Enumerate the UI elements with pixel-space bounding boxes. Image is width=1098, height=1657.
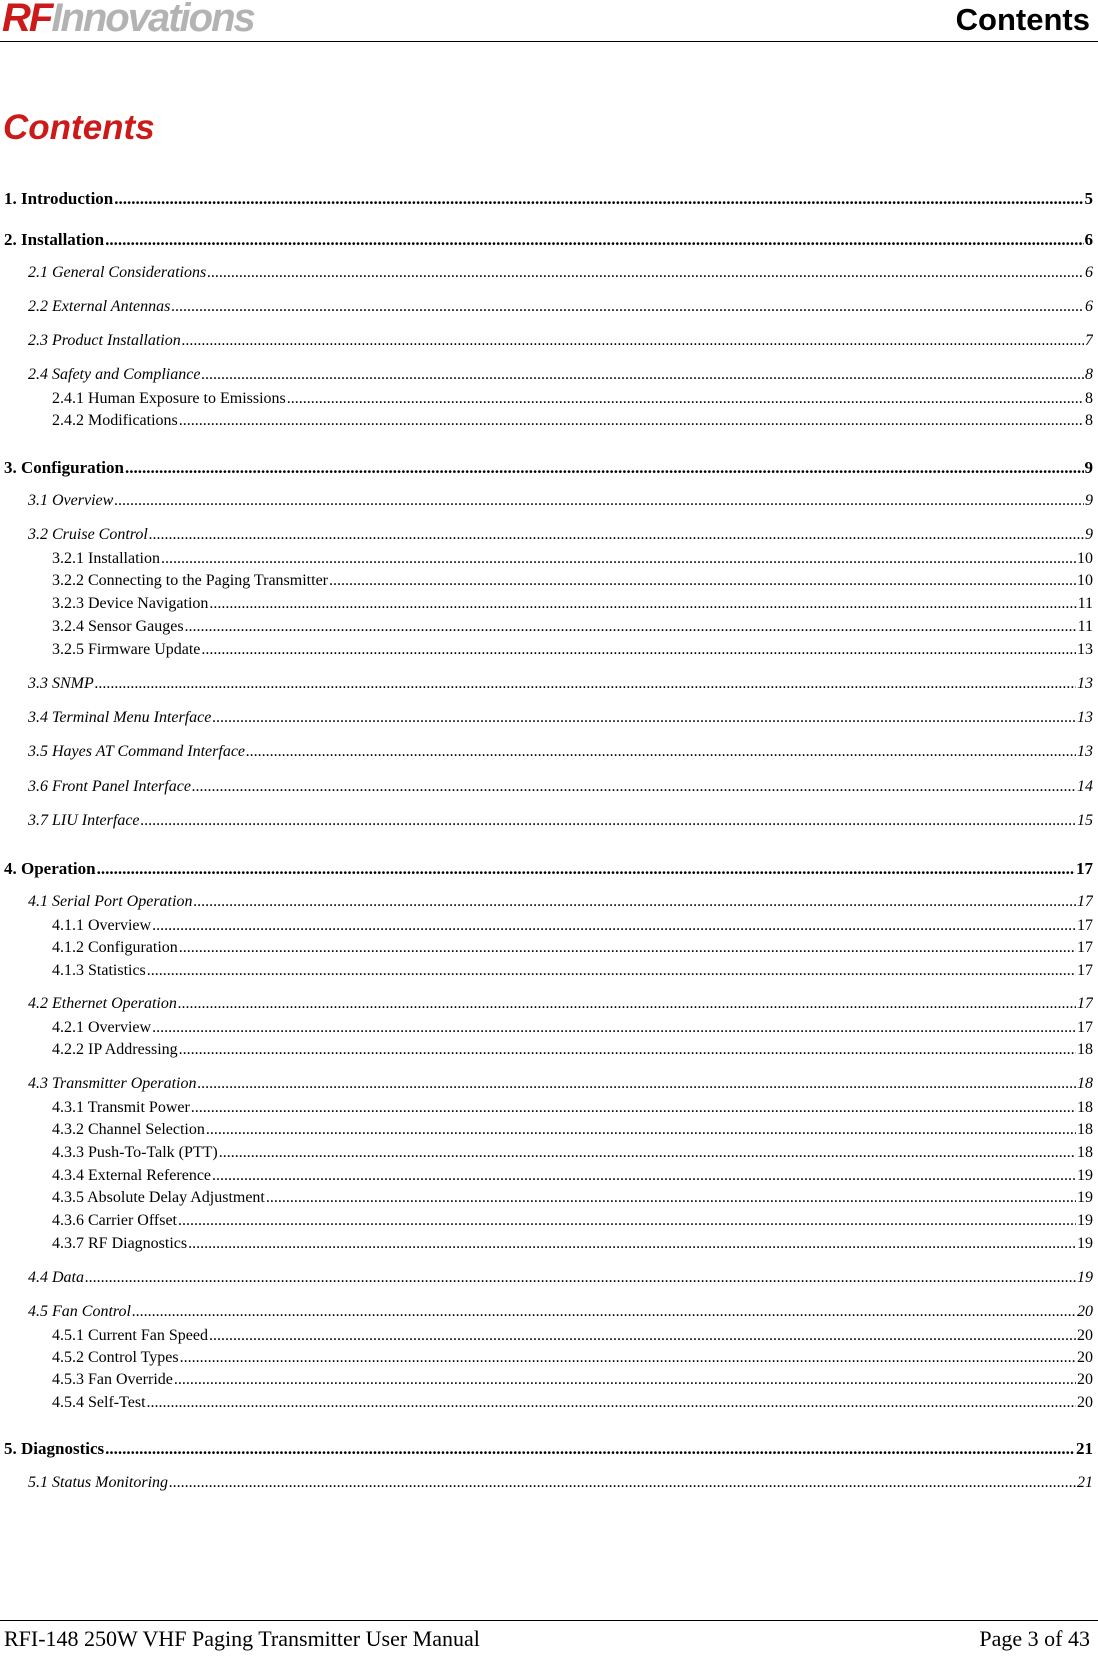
toc-entry-title: 2.2 External Antennas	[28, 298, 171, 315]
toc-entry-title: 2. Installation	[4, 230, 105, 249]
toc-entry[interactable]	[28, 891, 1093, 913]
toc-entry-title: 4.1.2 Configuration	[52, 939, 178, 956]
toc-dot-leader	[161, 548, 1076, 570]
toc-entry-page: 15	[1077, 812, 1093, 829]
toc-entry[interactable]	[4, 229, 1093, 251]
toc-entry-title: 2.4.1 Human Exposure to Emissions	[52, 390, 286, 407]
toc-dot-leader	[105, 229, 1083, 251]
toc-entry-title: 3.2.3 Device Navigation	[52, 595, 209, 612]
toc-dot-leader	[206, 1119, 1076, 1141]
toc-entry[interactable]	[52, 1392, 1093, 1414]
toc-entry-title: 2.3 Product Installation	[28, 332, 181, 349]
toc-entry-title: 3.2.1 Installation	[52, 550, 160, 567]
toc-dot-leader	[191, 1097, 1076, 1119]
toc-entry-page: 18	[1077, 1121, 1093, 1138]
logo-innovations-text: Innovations	[51, 0, 254, 40]
toc-entry-page: 19	[1077, 1167, 1093, 1184]
toc-dot-leader	[201, 364, 1084, 386]
toc-entry[interactable]	[28, 776, 1093, 798]
toc-entry-title: 4.1.1 Overview	[52, 917, 152, 934]
toc-entry-page: 11	[1077, 618, 1093, 635]
footer-divider	[0, 1620, 1098, 1621]
toc-entry-page: 17	[1077, 995, 1093, 1012]
toc-entry[interactable]	[52, 1369, 1093, 1391]
toc-entry-title: 4.5 Fan Control	[28, 1303, 131, 1320]
toc-dot-leader	[182, 330, 1084, 352]
toc-dot-leader	[132, 1301, 1076, 1323]
toc-entry-title: 4.5.1 Current Fan Speed	[52, 1327, 208, 1344]
toc-entry[interactable]	[52, 1142, 1093, 1164]
toc-entry[interactable]	[28, 330, 1093, 352]
toc-dot-leader	[114, 188, 1083, 210]
toc-entry-title: 2.1 General Considerations	[28, 264, 207, 281]
toc-entry-page: 17	[1077, 917, 1093, 934]
toc-entry[interactable]	[52, 1017, 1093, 1039]
toc-dot-leader	[97, 858, 1075, 880]
toc-entry-title: 3.2.5 Firmware Update	[52, 641, 201, 658]
toc-entry[interactable]	[52, 1119, 1093, 1141]
toc-entry[interactable]	[52, 548, 1093, 570]
company-logo	[2, 0, 254, 42]
toc-entry[interactable]	[28, 1472, 1093, 1494]
toc-entry[interactable]	[28, 1267, 1093, 1289]
toc-dot-leader	[246, 741, 1076, 763]
toc-entry-title: 4.5.2 Control Types	[52, 1349, 179, 1366]
toc-entry[interactable]	[28, 707, 1093, 729]
toc-entry-page: 18	[1077, 1099, 1093, 1116]
toc-entry[interactable]	[52, 1210, 1093, 1232]
footer-document-title: RFI-148 250W VHF Paging Transmitter User Manual	[4, 1626, 480, 1651]
toc-entry-title: 4.3.1 Transmit Power	[52, 1099, 190, 1116]
toc-dot-leader	[95, 673, 1076, 695]
toc-entry-page: 20	[1077, 1303, 1093, 1320]
toc-dot-leader	[178, 1210, 1076, 1232]
toc-entry-title: 4.3 Transmitter Operation	[28, 1075, 197, 1092]
toc-entry-page: 10	[1077, 572, 1093, 589]
page-header	[0, 0, 1098, 42]
toc-entry-title: 4.2.1 Overview	[52, 1019, 152, 1036]
toc-entry-title: 2.4.2 Modifications	[52, 412, 178, 429]
toc-entry-page: 13	[1077, 675, 1093, 692]
toc-entry-title: 4.3.7 RF Diagnostics	[52, 1235, 188, 1252]
toc-entry[interactable]	[52, 593, 1093, 615]
toc-entry[interactable]	[28, 1073, 1093, 1095]
toc-entry-page: 17	[1077, 962, 1093, 979]
toc-entry-page: 18	[1077, 1041, 1093, 1058]
toc-entry[interactable]	[52, 1165, 1093, 1187]
toc-dot-leader	[171, 296, 1084, 318]
toc-entry-title: 1. Introduction	[4, 189, 114, 208]
toc-dot-leader	[152, 915, 1076, 937]
toc-entry[interactable]	[52, 1347, 1093, 1369]
toc-entry[interactable]	[28, 262, 1093, 284]
toc-entry[interactable]	[28, 741, 1093, 763]
page-title: Contents	[3, 108, 155, 147]
toc-entry-page: 8	[1085, 412, 1093, 429]
toc-entry-title: 3. Configuration	[4, 458, 124, 477]
toc-entry-page: 21	[1076, 1439, 1093, 1458]
toc-dot-leader	[209, 1325, 1076, 1347]
toc-entry-page: 19	[1077, 1269, 1093, 1286]
toc-dot-leader	[219, 1142, 1076, 1164]
toc-dot-leader	[185, 616, 1077, 638]
toc-entry-page: 8	[1085, 366, 1093, 383]
toc-entry[interactable]	[4, 457, 1093, 479]
toc-entry-page: 6	[1085, 264, 1093, 281]
toc-entry-title: 3.1 Overview	[28, 492, 114, 509]
toc-entry-page: 6	[1085, 298, 1093, 315]
toc-entry-title: 3.6 Front Panel Interface	[28, 778, 191, 795]
toc-entry[interactable]	[28, 810, 1093, 832]
toc-dot-leader	[207, 262, 1084, 284]
toc-dot-leader	[174, 1369, 1076, 1391]
toc-entry-page: 7	[1085, 332, 1093, 349]
toc-entry-page: 20	[1077, 1371, 1093, 1388]
toc-entry[interactable]	[52, 1233, 1093, 1255]
toc-dot-leader	[105, 1438, 1075, 1460]
footer-page-number: Page 3 of 43	[979, 1626, 1090, 1651]
toc-dot-leader	[192, 776, 1076, 798]
toc-entry-page: 13	[1077, 641, 1093, 658]
toc-entry-page: 11	[1077, 595, 1093, 612]
toc-entry-title: 2.4 Safety and Compliance	[28, 366, 201, 383]
toc-entry-page: 20	[1077, 1349, 1093, 1366]
toc-entry-page: 8	[1085, 390, 1093, 407]
toc-entry-page: 17	[1077, 893, 1093, 910]
toc-dot-leader	[197, 1073, 1076, 1095]
toc-entry-title: 4.5.3 Fan Override	[52, 1371, 173, 1388]
toc-dot-leader	[178, 993, 1076, 1015]
toc-entry-title: 4.3.6 Carrier Offset	[52, 1212, 177, 1229]
toc-entry-title: 4.2.2 IP Addressing	[52, 1041, 178, 1058]
toc-entry[interactable]	[52, 1187, 1093, 1209]
toc-dot-leader	[188, 1233, 1076, 1255]
toc-entry-page: 14	[1077, 778, 1093, 795]
toc-entry-title: 3.4 Terminal Menu Interface	[28, 709, 212, 726]
toc-entry[interactable]	[28, 993, 1093, 1015]
toc-dot-leader	[179, 937, 1076, 959]
toc-entry[interactable]	[28, 296, 1093, 318]
toc-dot-leader	[147, 1392, 1076, 1414]
toc-entry-page: 13	[1077, 743, 1093, 760]
toc-entry[interactable]	[4, 858, 1093, 880]
toc-dot-leader	[212, 1165, 1076, 1187]
toc-entry-title: 5. Diagnostics	[4, 1439, 105, 1458]
toc-entry-page: 17	[1076, 859, 1093, 878]
toc-entry[interactable]	[52, 937, 1093, 959]
toc-dot-leader	[147, 960, 1076, 982]
toc-entry[interactable]	[52, 388, 1093, 410]
toc-entry-page: 19	[1077, 1212, 1093, 1229]
toc-entry[interactable]	[28, 490, 1093, 512]
toc-dot-leader	[209, 593, 1076, 615]
toc-entry-title: 3.7 LIU Interface	[28, 812, 140, 829]
toc-entry-title: 3.2.4 Sensor Gauges	[52, 618, 184, 635]
toc-entry-title: 4.3.4 External Reference	[52, 1167, 212, 1184]
toc-entry-page: 13	[1077, 709, 1093, 726]
toc-entry-page: 20	[1077, 1327, 1093, 1344]
toc-entry-title: 3.5 Hayes AT Command Interface	[28, 743, 246, 760]
toc-entry-page: 9	[1085, 492, 1093, 509]
toc-entry-page: 6	[1084, 230, 1093, 249]
toc-dot-leader	[85, 1267, 1076, 1289]
toc-entry-title: 4.3.2 Channel Selection	[52, 1121, 205, 1138]
toc-entry-title: 4.1 Serial Port Operation	[28, 893, 193, 910]
toc-dot-leader	[152, 1017, 1076, 1039]
toc-entry-title: 4.4 Data	[28, 1269, 84, 1286]
toc-entry-page: 19	[1077, 1189, 1093, 1206]
toc-entry[interactable]	[28, 364, 1093, 386]
toc-entry-title: 4.2 Ethernet Operation	[28, 995, 177, 1012]
toc-entry-title: 4.3.5 Absolute Delay Adjustment	[52, 1189, 265, 1206]
toc-entry[interactable]	[52, 915, 1093, 937]
toc-entry-page: 17	[1077, 1019, 1093, 1036]
toc-entry-page: 18	[1077, 1075, 1093, 1092]
toc-entry[interactable]	[52, 1039, 1093, 1061]
toc-dot-leader	[201, 639, 1076, 661]
toc-entry-title: 3.2.2 Connecting to the Paging Transmitter	[52, 572, 328, 589]
toc-entry[interactable]	[52, 960, 1093, 982]
toc-entry[interactable]	[52, 616, 1093, 638]
toc-entry-page: 20	[1077, 1394, 1093, 1411]
logo-rf-text: RF	[2, 0, 52, 40]
toc-dot-leader	[179, 410, 1084, 432]
toc-entry[interactable]	[4, 188, 1093, 210]
toc-dot-leader	[125, 457, 1084, 479]
toc-entry[interactable]	[52, 639, 1093, 661]
toc-dot-leader	[169, 1472, 1076, 1494]
toc-entry-page: 9	[1084, 458, 1093, 477]
toc-entry-page: 5	[1084, 189, 1093, 208]
toc-dot-leader	[180, 1347, 1076, 1369]
toc-dot-leader	[149, 524, 1084, 546]
toc-entry[interactable]	[52, 1325, 1093, 1347]
toc-entry[interactable]	[4, 1438, 1093, 1460]
toc-entry-page: 9	[1085, 526, 1093, 543]
header-section-title: Contents	[955, 2, 1090, 37]
toc-entry-page: 17	[1077, 939, 1093, 956]
toc-dot-leader	[179, 1039, 1076, 1061]
header-divider	[0, 41, 1098, 42]
toc-entry[interactable]	[52, 570, 1093, 592]
toc-entry-title: 4.3.3 Push-To-Talk (PTT)	[52, 1144, 218, 1161]
toc-entry-title: 3.2 Cruise Control	[28, 526, 148, 543]
toc-entry[interactable]	[28, 673, 1093, 695]
toc-dot-leader	[266, 1187, 1076, 1209]
toc-entry-title: 4.1.3 Statistics	[52, 962, 146, 979]
toc-entry-page: 18	[1077, 1144, 1093, 1161]
toc-entry-page: 10	[1077, 550, 1093, 567]
toc-entry[interactable]	[52, 1097, 1093, 1119]
toc-entry-page: 19	[1077, 1235, 1093, 1252]
toc-entry-title: 5.1 Status Monitoring	[28, 1474, 169, 1491]
toc-entry[interactable]	[28, 1301, 1093, 1323]
toc-dot-leader	[212, 707, 1076, 729]
toc-dot-leader	[329, 570, 1076, 592]
toc-entry-title: 4.5.4 Self-Test	[52, 1394, 146, 1411]
toc-entry-title: 4. Operation	[4, 859, 96, 878]
toc-dot-leader	[287, 388, 1084, 410]
toc-entry[interactable]	[52, 410, 1093, 432]
toc-entry[interactable]	[28, 524, 1093, 546]
toc-entry-page: 21	[1077, 1474, 1093, 1491]
toc-dot-leader	[193, 891, 1076, 913]
toc-dot-leader	[114, 490, 1084, 512]
toc-dot-leader	[141, 810, 1076, 832]
toc-entry-title: 3.3 SNMP	[28, 675, 94, 692]
